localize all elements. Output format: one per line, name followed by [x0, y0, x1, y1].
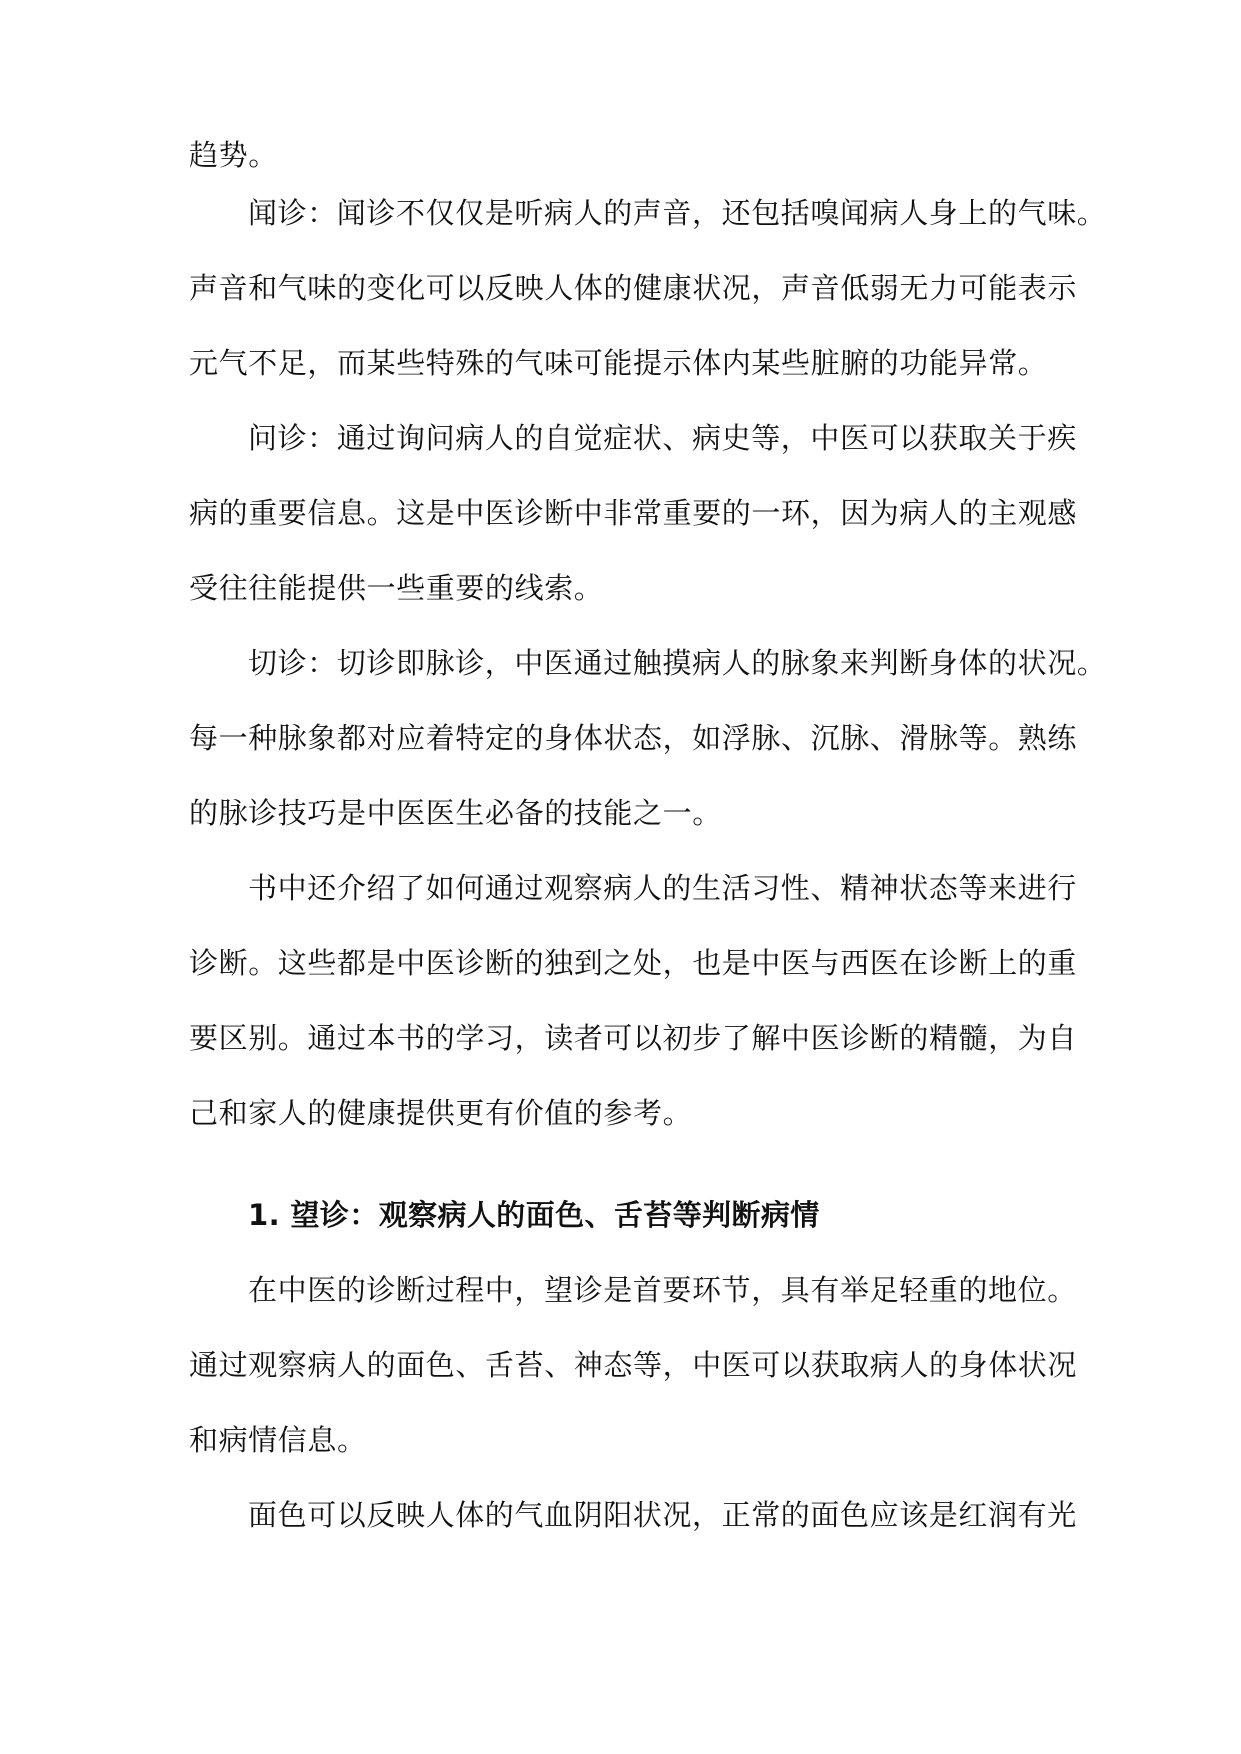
text-line: 诊断。这些都是中医诊断的独到之处，也是中医与西医在诊断上的重	[189, 946, 1078, 980]
text-line: 每一种脉象都对应着特定的身体状态，如浮脉、沉脉、滑脉等。熟练	[189, 721, 1078, 755]
text-line: 的脉诊技巧是中医医生必备的技能之一。	[189, 796, 722, 830]
text-line: 受往往能提供一些重要的线索。	[189, 571, 604, 605]
text-line: 趋势。	[189, 138, 278, 172]
text-line: 面色可以反映人体的气血阴阳状况，正常的面色应该是红润有光	[248, 1498, 1077, 1532]
text-line: 己和家人的健康提供更有价值的参考。	[189, 1096, 693, 1130]
text-line: 问诊：通过询问病人的自觉症状、病史等，中医可以获取关于疾	[248, 421, 1077, 455]
text-line: 闻诊：闻诊不仅仅是听病人的声音，还包括嗅闻病人身上的气味。	[248, 196, 1107, 230]
text-line: 元气不足，而某些特殊的气味可能提示体内某些脏腑的功能异常。	[189, 346, 1048, 380]
text-line: 要区别。通过本书的学习，读者可以初步了解中医诊断的精髓，为自	[189, 1021, 1078, 1055]
text-line: 声音和气味的变化可以反映人体的健康状况，声音低弱无力可能表示	[189, 271, 1078, 305]
text-line: 在中医的诊断过程中，望诊是首要环节，具有举足轻重的地位。	[248, 1273, 1077, 1307]
text-line: 和病情信息。	[189, 1423, 367, 1457]
section-heading: 1. 望诊：观察病人的面色、舌苔等判断病情	[248, 1198, 820, 1232]
text-line: 切诊：切诊即脉诊，中医通过触摸病人的脉象来判断身体的状况。	[248, 646, 1107, 680]
text-line: 书中还介绍了如何通过观察病人的生活习性、精神状态等来进行	[248, 871, 1077, 905]
text-line: 通过观察病人的面色、舌苔、神态等，中医可以获取病人的身体状况	[189, 1348, 1078, 1382]
text-line: 病的重要信息。这是中医诊断中非常重要的一环，因为病人的主观感	[189, 496, 1078, 530]
